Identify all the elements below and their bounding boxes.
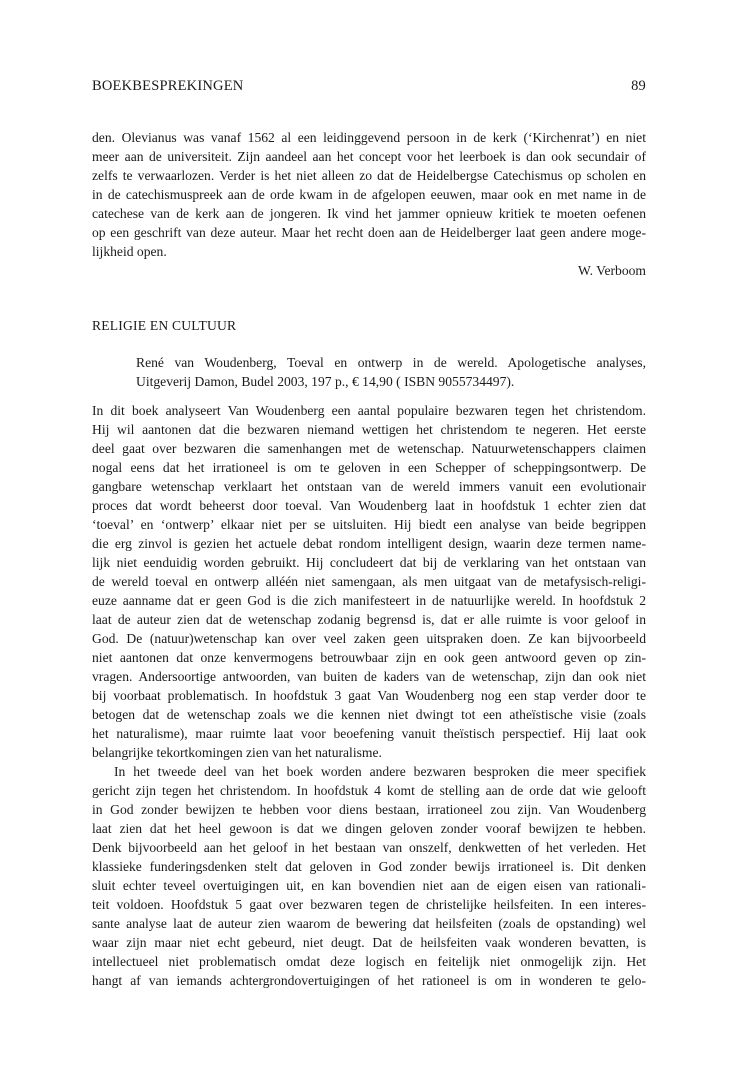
text-line: lijkheid open. — [92, 244, 167, 259]
text-line: die erg zinvol is gezien het actuele debat rondom intelligent design, waarin deze termen name- — [92, 536, 646, 551]
text-line: betogen dat de wetenschap zoals we die kennen niet dwingt tot een atheïstische visie (zoals — [92, 707, 646, 722]
text-line: waar zijn maar niet echt gebeurd, niet deugt. Dat de heilsfeiten vaak wonderen bevatten, is — [92, 935, 646, 950]
review-2-paragraph-2 — [92, 762, 646, 990]
text-line: In het tweede deel van het boek worden andere bezwaren besproken die meer specifiek — [114, 764, 646, 779]
page-content — [92, 128, 646, 990]
text-line: God. De (natuur)wetenschap kan over veel zaken geen uitspraken doen. Ze kan bijvoorbeeld — [92, 631, 646, 646]
text-line: ‘toeval’ en ‘ontwerp’ elkaar niet per se uitsluiten. Hij biedt een analyse van beide begrippen — [92, 517, 646, 532]
text-line: proces dat wordt beheerst door toeval. Van Woudenberg laat in hoofdstuk 1 echter zien dat — [92, 498, 646, 513]
review-2-paragraph-1 — [92, 401, 646, 762]
text-line: den. Olevianus was vanaf 1562 al een leidinggevend persoon in de kerk (‘Kirchenrat’) en niet — [92, 130, 646, 145]
text-line: zelfs te verwaarlozen. Verder is het niet alleen zo dat de Heidelbergse Catechismus op scholen en — [92, 168, 646, 183]
running-header — [92, 78, 646, 95]
text-line: Denk bijvoorbeeld aan het geloof in het bestaan van onszelf, denkwetten of het verleden. Het — [92, 840, 646, 855]
text-line: sante analyse laat de auteur zien waarom de bewering dat heilsfeiten (zoals de opstanding) wel — [92, 916, 646, 931]
text-line: nogal eens dat het irrationeel is om te geloven in een Schepper of scheppingsontwerp. De — [92, 460, 646, 475]
text-line: lijk niet eenduidig worden gebruikt. Hij concludeert dat bij de verklaring van het ontstaan van — [92, 555, 646, 570]
citation-line: René van Woudenberg, Toeval en ontwerp in de wereld. Apologetische analyses, — [136, 355, 646, 370]
citation-line: Uitgeverij Damon, Budel 2003, 197 p., € 14,90 ( ISBN 9055734497). — [136, 374, 515, 389]
text-line: niet aantonen dat onze kenvermogens betrouwbaar zijn en ook geen antwoord geven op zin- — [92, 650, 646, 665]
text-line: deel gaat over bezwaren die samenhangen met de wetenschap. Natuurwetenschappers claimen — [92, 441, 646, 456]
text-line: sluit echter teveel overtuigingen uit, en kan bovendien niet aan de eigen eisen van rationali- — [92, 878, 646, 893]
text-line: catechese van de kerk aan de jongeren. Ik vind het jammer opnieuw kritiek te moeten oefenen — [92, 206, 646, 221]
section-title: RELIGIE EN CULTUUR — [92, 318, 237, 333]
text-line: het naturalisme), maar ruimte laat voor beoefening vanuit theïstisch perspectief. Hij laat ook — [92, 726, 646, 741]
book-citation — [92, 353, 646, 391]
text-line: gangbare wetenschap verklaart het ontstaan van de wereld immers vanuit een evolutionair — [92, 479, 646, 494]
text-line: intellectueel niet problematisch omdat deze logisch en feitelijk niet onmogelijk zijn. Het — [92, 954, 646, 969]
text-line: In dit boek analyseert Van Woudenberg een aantal populaire bezwaren tegen het christendom. — [92, 403, 646, 418]
text-line: in de catechismuspreek aan de orde kwam in de afgelopen eeuwen, maar ook en met name in de — [92, 187, 646, 202]
text-line: laat zien dat het heel gewoon is dat we dingen geloven zonder vooraf bewijzen te hebben. — [92, 821, 646, 836]
text-line: belangrijke tekortkomingen zien van het naturalisme. — [92, 745, 382, 760]
text-line: de wereld toeval en ontwerp alléén niet samengaan, als men uitgaat van de metafysisch-religi- — [92, 574, 646, 589]
text-line: Hij wil aantonen dat die bezwaren niemand wettigen het christendom te negeren. Het eerste — [92, 422, 646, 437]
reviewer-signature: W. Verboom — [578, 263, 646, 278]
page-number: 89 — [631, 78, 646, 94]
text-line: klassieke funderingsdenken stelt dat geloven in God zonder bewijs irrationeel is. Dit denken — [92, 859, 646, 874]
running-header-title: BOEKBESPREKINGEN — [92, 78, 244, 94]
text-line: hangt af van iemands achtergrondovertuigingen of het rationeel is om in wonderen te gelo- — [92, 973, 646, 988]
text-line: laat de auteur zien dat de wetenschap zodanig begrensd is, dat er alle ruimte is voor geloof in — [92, 612, 646, 627]
text-line: vragen. Andersoortige antwoorden, van buiten de kaders van de wetenschap, zijn dan ook niet — [92, 669, 646, 684]
text-line: euze aanname dat er geen God is die zich manifesteert in de natuurlijke wereld. In hoofdstuk 2 — [92, 593, 646, 608]
text-line: bij voorbaat problematisch. In hoofdstuk 3 gaat Van Woudenberg nog een stap verder door te — [92, 688, 646, 703]
review-1-text — [92, 128, 646, 261]
text-line: gericht zijn tegen het christendom. In hoofdstuk 4 komt de stelling aan de orde dat wie gelooft — [92, 783, 646, 798]
text-line: in God zonder bewijzen te hebben voor diens bestaan, irrationeel zou zijn. Van Woudenberg — [92, 802, 646, 817]
text-line: op een geschrift van deze auteur. Maar het recht doen aan de Heidelberger laat geen andere moge- — [92, 225, 646, 240]
text-line: teit voldoen. Hoofdstuk 5 gaat over bezwaren tegen de christelijke heilsfeiten. In een interes- — [92, 897, 646, 912]
text-line: meer aan de universiteit. Zijn aandeel aan het concept voor het leerboek is dan ook secundair of — [92, 149, 646, 164]
